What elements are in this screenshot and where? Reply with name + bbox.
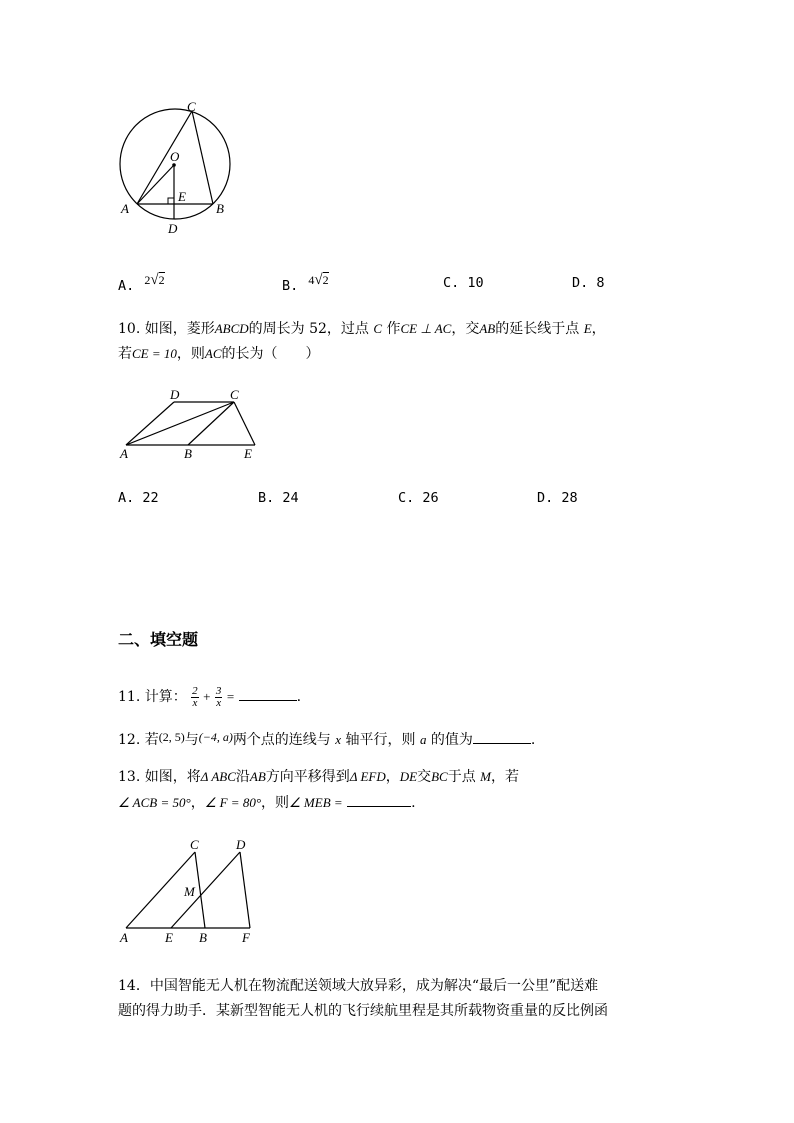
q10-figure [112,385,272,463]
numerator: 3 [215,684,222,697]
side-CB [195,852,205,928]
question-number: 12. [118,732,141,748]
label-D: D [168,221,178,236]
label-B: B [216,201,224,216]
label-D: D [170,387,180,402]
label-F: F [242,930,250,945]
q9-option-d [572,273,605,293]
radical-coef: 2 [144,273,151,287]
q9-option-b [282,272,329,296]
text: 轴平行，则 [345,732,416,748]
q10-option-b [258,488,299,508]
chord-BC [192,111,213,204]
math-angle: ∠ MEB = [289,795,343,810]
text: 沿 [235,769,250,785]
label-E: E [178,189,186,204]
radicand: 2 [322,273,329,287]
text: 计算： [144,689,187,705]
math-segment: AB [249,769,266,784]
text: 的值为 [430,732,473,748]
text: 如图，将 [144,769,201,785]
math-triangle: Δ EFD [349,769,386,784]
q10-line-2 [118,344,320,364]
text: ，则 [261,795,290,811]
question-number: 13. [118,769,141,785]
option-letter: A. [118,490,135,506]
math-point: (2, 5) [158,730,185,744]
label-A: A [120,446,128,461]
math-segment: AB [479,321,496,336]
label-E: E [244,446,252,461]
period: . [296,689,302,705]
option-letter: B. [282,278,299,294]
label-M: M [184,884,195,899]
option-letter: C. [443,275,460,291]
option-letter: D. [537,490,554,506]
period: . [530,732,536,748]
answer-blank[interactable] [347,792,411,807]
option-letter: C. [398,490,415,506]
side-DF [240,852,250,928]
question-number: 10. [118,321,141,337]
q13-line-1 [118,767,519,787]
q14-line-1: 14．中国智能无人机在物流配送领域大放异彩，成为解决“最后一公里”配送难 [118,978,599,994]
text: 的长为（ ） [221,346,320,362]
label-A: A [121,201,129,216]
equals-sign: = [226,689,235,704]
text: 交 [417,769,432,785]
text: 方向平移得到 [265,769,350,785]
text: 的延长线于点 [495,321,580,337]
label-A: A [120,930,128,945]
label-B: B [199,930,207,945]
math-angle: ∠ F = 80° [204,795,262,810]
label-O: O [170,149,180,164]
math-point: (−4, a) [198,730,233,744]
option-letter: B. [258,490,275,506]
option-value: 10 [467,275,484,291]
math-point: E [583,321,592,336]
numerator: 2 [192,684,198,697]
option-value: 26 [422,490,439,506]
q14-line-2: 题的得力助手．某新型智能无人机的飞行续航里程是其所载物资重量的反比例函 [118,1003,608,1019]
option-value: 24 [282,490,299,506]
math-equation: CE = 10 [132,346,177,361]
text: 作 [386,321,401,337]
text: ，若 [491,769,519,785]
side-BC [188,402,234,445]
label-E: E [165,930,173,945]
label-D: D [236,837,246,852]
period: . [411,795,416,811]
text: ，交 [451,321,480,337]
option-value: 8 [596,275,605,291]
math-shape: ABCD [214,321,249,336]
q10-option-c [398,488,439,508]
text: 如图，菱形 [144,321,215,337]
q9-option-a [118,272,165,296]
math-triangle: Δ ABC [200,769,236,784]
radical-expression: 4√2 [308,272,329,288]
math-perp: CE ⊥ AC [400,321,452,336]
option-letter: A. [118,278,135,294]
math-segment: DE [399,769,418,784]
math-segment: BC [431,769,448,784]
side-AD [126,402,174,445]
option-letter: D. [572,275,589,291]
q12 [118,729,535,750]
question-number: 11. [118,689,141,705]
section-title: 二、填空题 [118,630,199,649]
q10-option-d [537,488,578,508]
plus-sign: + [203,689,211,704]
text: 若 [118,346,132,362]
math-var: x [335,732,342,747]
radicand: 2 [158,273,165,287]
text: 两个点的连线与 [232,732,331,748]
text: 于点 [447,769,476,785]
side-ED [171,852,240,928]
answer-blank[interactable] [473,729,531,744]
text: 与 [184,732,199,748]
math-angle: ∠ ACB = 50° [118,795,191,810]
text: 的周长为 52，过点 [248,321,369,337]
text: 若 [144,732,159,748]
q9-figure [110,98,250,238]
q13-line-2 [118,792,416,813]
label-C: C [187,99,196,114]
denominator: x [216,696,222,709]
radical-expression: 2√2 [144,272,165,288]
radical-coef: 4 [308,273,315,287]
math-var: a [419,732,427,747]
label-B: B [184,446,192,461]
option-value: 28 [561,490,578,506]
q11 [118,684,301,710]
q9-option-c [443,273,484,293]
label-C: C [190,837,199,852]
text: ， [591,321,606,337]
denominator: x [192,696,198,709]
math-point: M [480,769,491,784]
answer-blank[interactable] [239,686,297,701]
option-value: 22 [142,490,159,506]
text: ， [385,769,400,785]
segment-CE [234,402,255,445]
q10-option-a [118,488,159,508]
right-angle-mark [168,198,174,204]
diagonal-AC [126,402,234,445]
math-point: C [373,321,383,336]
fraction-2 [215,686,223,709]
q13-figure [112,832,272,948]
q10-line-1 [118,319,606,339]
text: ， [190,795,205,811]
label-C: C [230,387,239,402]
text: ，则 [176,346,205,362]
math-segment: AC [204,346,222,361]
fraction-1 [191,686,199,709]
